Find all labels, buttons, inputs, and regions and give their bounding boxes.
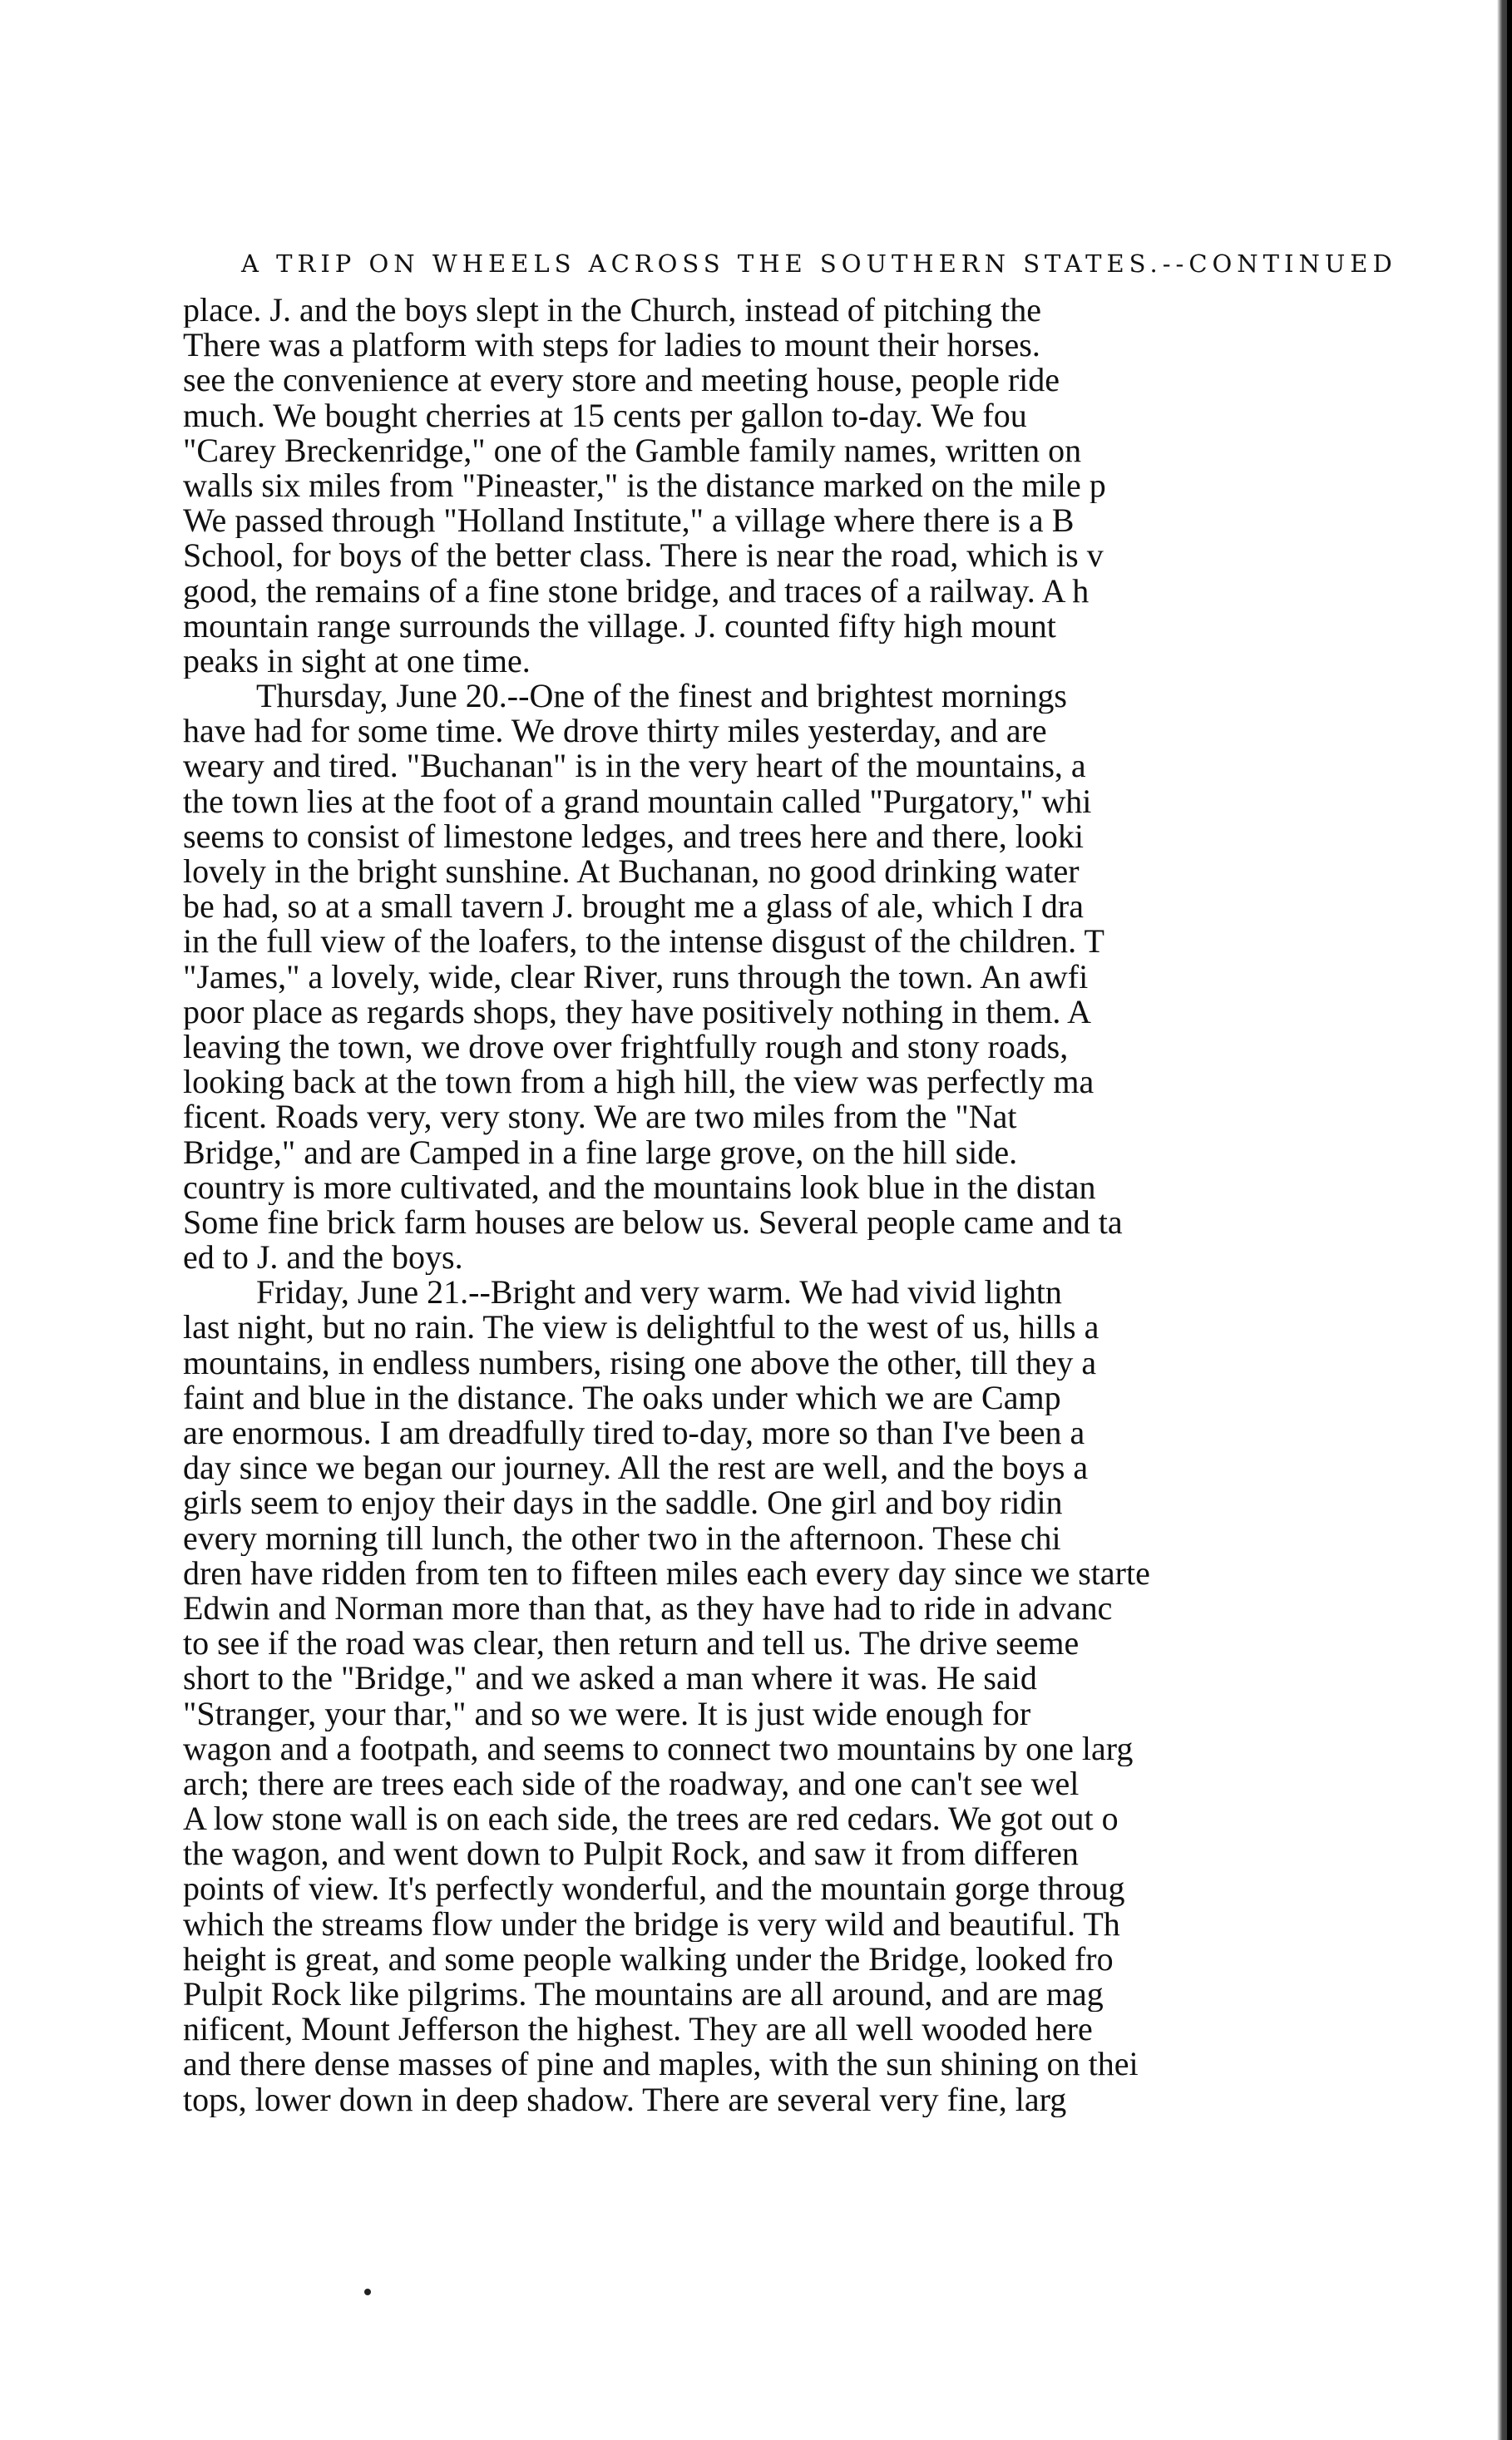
- text-line: see the convenience at every store and meeting house, people ride: [183, 363, 1060, 398]
- text-line: walls six miles from "Pineaster," is the distance marked on the mile p: [183, 467, 1106, 504]
- text-line: much. We bought cherries at 15 cents per gallon to-day. We fou: [183, 398, 1027, 433]
- text-line: poor place as regards shops, they have positively nothing in them. A: [183, 994, 1092, 1030]
- text-line: to see if the road was clear, then return and tell us. The drive seeme: [183, 1626, 1080, 1662]
- text-line: country is more cultivated, and the mountains look blue in the distan: [183, 1169, 1096, 1205]
- text-line: short to the "Bridge," and we asked a man where it was. He said: [183, 1661, 1037, 1697]
- text-line: place. J. and the boys slept in the Church, instead of pitching the: [183, 293, 1041, 328]
- text-line: We passed through "Holland Institute," a village where there is a B: [183, 503, 1075, 539]
- text-line: which the streams flow under the bridge is very wild and beautiful. Th: [183, 1906, 1120, 1942]
- text-line: looking back at the town from a high hill, the view was perfectly ma: [183, 1064, 1094, 1100]
- text-line: A low stone wall is on each side, the trees are red cedars. We got out o: [183, 1801, 1119, 1837]
- article-header: A TRIP ON WHEELS ACROSS THE SOUTHERN STATES.--CONTINUED: [241, 249, 1397, 278]
- text-line: Edwin and Norman more than that, as they have had to ride in advanc: [183, 1590, 1113, 1627]
- text-line: last night, but no rain. The view is delightful to the west of us, hills a: [183, 1310, 1099, 1346]
- text-line: every morning till lunch, the other two in the afternoon. These chi: [183, 1520, 1061, 1556]
- text-line: dren have ridden from ten to fifteen miles each every day since we starte: [183, 1555, 1150, 1591]
- text-line: ed to J. and the boys.: [183, 1240, 463, 1276]
- text-line: Pulpit Rock like pilgrims. The mountains are all around, and are mag: [183, 1977, 1104, 2013]
- text-line: points of view. It's perfectly wonderful, and the mountain gorge throug: [183, 1871, 1125, 1907]
- text-line: day since we began our journey. All the rest are well, and the boys a: [183, 1450, 1089, 1486]
- text-line: lovely in the bright sunshine. At Buchanan, no good drinking water: [183, 854, 1080, 890]
- text-line: mountain range surrounds the village. J. counted fifty high mount: [183, 608, 1056, 644]
- text-line: height is great, and some people walking under the Bridge, looked fro: [183, 1941, 1114, 1977]
- text-line: seems to consist of limestone ledges, and trees here and there, looki: [183, 818, 1085, 854]
- text-line: the wagon, and went down to Pulpit Rock, and saw it from differen: [183, 1836, 1079, 1872]
- paragraph-start-line: Friday, June 21.--Bright and very warm. We had vivid lightn: [256, 1275, 1062, 1311]
- ink-speck: [364, 2289, 371, 2295]
- text-line: wagon and a footpath, and seems to connect two mountains by one larg: [183, 1731, 1134, 1766]
- scanned-page-border: [1507, 0, 1512, 2440]
- text-line: "Stranger, your thar," and so we were. It is just wide enough for: [183, 1696, 1031, 1731]
- text-line: good, the remains of a fine stone bridge, and traces of a railway. A h: [183, 573, 1090, 609]
- text-line: nificent, Mount Jefferson the highest. They are all well wooded here: [183, 2012, 1093, 2047]
- text-line: leaving the town, we drove over frightfully rough and stony roads,: [183, 1029, 1069, 1065]
- text-line: "Carey Breckenridge," one of the Gamble family names, written on: [183, 432, 1082, 468]
- text-line: have had for some time. We drove thirty miles yesterday, and are: [183, 714, 1047, 749]
- text-line: be had, so at a small tavern J. brought me a glass of ale, which I dra: [183, 889, 1085, 925]
- article-body: [183, 293, 1480, 2117]
- text-line: and there dense masses of pine and maples, with the sun shining on thei: [183, 2047, 1139, 2082]
- paragraph-start-line: Thursday, June 20.--One of the finest and brightest mornings: [256, 679, 1067, 714]
- text-line: weary and tired. "Buchanan" is in the very heart of the mountains, a: [183, 748, 1086, 784]
- text-line: in the full view of the loafers, to the intense disgust of the children. T: [183, 924, 1104, 960]
- text-line: faint and blue in the distance. The oaks under which we are Camp: [183, 1380, 1061, 1415]
- text-line: tops, lower down in deep shadow. There are several very fine, larg: [183, 2082, 1067, 2117]
- text-line: are enormous. I am dreadfully tired to-day, more so than I've been a: [183, 1415, 1085, 1451]
- text-line: ficent. Roads very, very stony. We are two miles from the "Nat: [183, 1099, 1017, 1135]
- text-line: "James," a lovely, wide, clear River, runs through the town. An awfi: [183, 959, 1089, 995]
- text-line: School, for boys of the better class. There is near the road, which is v: [183, 538, 1104, 574]
- text-line: the town lies at the foot of a grand mountain called "Purgatory," whi: [183, 783, 1092, 819]
- text-line: Some fine brick farm houses are below us. Several people came and ta: [183, 1204, 1123, 1241]
- text-line: mountains, in endless numbers, rising one above the other, till they a: [183, 1345, 1097, 1381]
- text-line: There was a platform with steps for ladies to mount their horses.: [183, 328, 1040, 363]
- text-line: peaks in sight at one time.: [183, 643, 531, 679]
- text-line: arch; there are trees each side of the roadway, and one can't see wel: [183, 1766, 1080, 1802]
- text-line: girls seem to enjoy their days in the saddle. One girl and boy ridin: [183, 1485, 1063, 1521]
- text-line: Bridge," and are Camped in a fine large grove, on the hill side.: [183, 1134, 1018, 1170]
